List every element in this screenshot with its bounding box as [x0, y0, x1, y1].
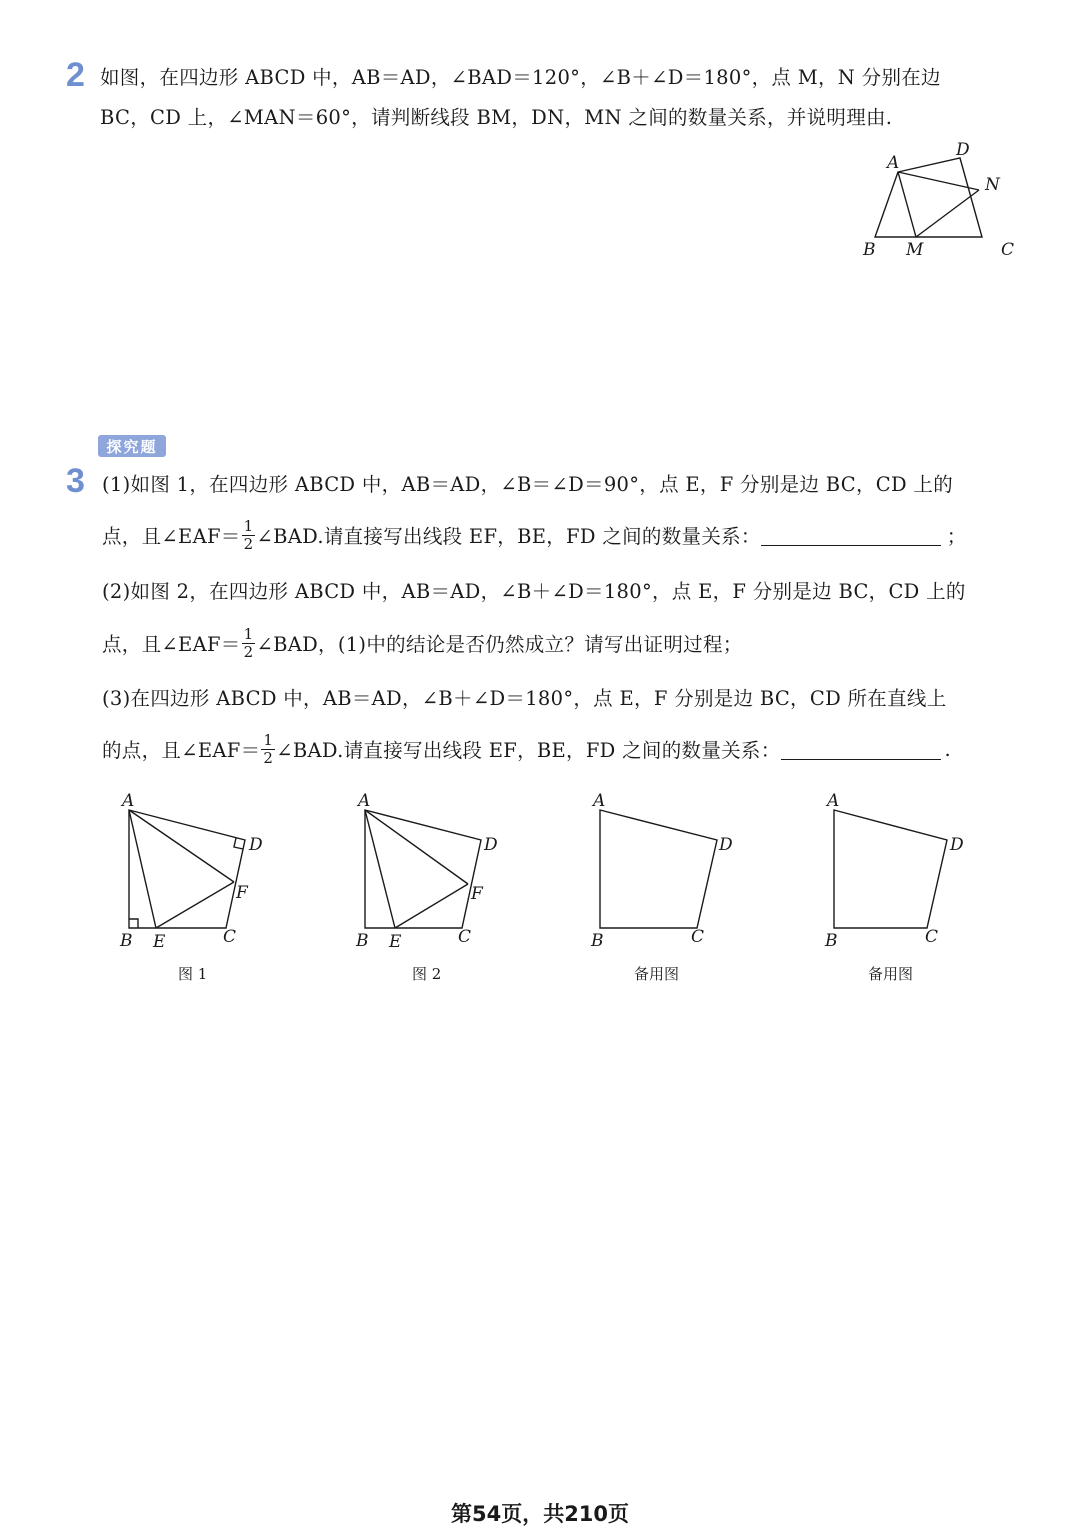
point-label: D [956, 140, 970, 160]
fraction-denominator: 2 [263, 748, 274, 767]
point-label: C [458, 927, 472, 947]
point-label: D [950, 835, 964, 855]
point-label: A [593, 791, 606, 811]
point-label: B [863, 240, 876, 260]
point-label: A [122, 791, 135, 811]
point-label: B [591, 931, 604, 951]
point-label: B [356, 931, 369, 951]
point-label: E [153, 932, 166, 952]
text-segment: ∠BAD，(1)中的结论是否仍然成立？请写出证明过程； [256, 633, 743, 656]
answer-blank[interactable] [761, 525, 941, 546]
question-text-line: (3)在四边形 ABCD 中，AB＝AD，∠B＋∠D＝180°，点 E，F 分别是边 BC，CD 所在直线上 [102, 687, 947, 710]
question-text-line [102, 512, 967, 558]
point-label: C [925, 927, 939, 947]
section-badge: 探究题 [98, 435, 166, 457]
fraction-numerator: 1 [243, 516, 254, 535]
figure-caption: 图 2 [412, 965, 442, 983]
text-segment: ∠BAD.请直接写出线段 EF，BE，FD 之间的数量关系： [276, 739, 781, 762]
point-label: N [985, 175, 1000, 195]
text-segment: 的点，且∠EAF＝ [102, 739, 261, 762]
point-label: C [691, 927, 705, 947]
point-label: D [484, 835, 498, 855]
answer-blank[interactable] [781, 739, 941, 760]
spare-figure [814, 788, 984, 958]
point-label: C [223, 927, 237, 947]
fraction-denominator: 2 [243, 534, 254, 553]
point-label: D [249, 835, 263, 855]
point-label: M [906, 240, 924, 260]
question-text-line [102, 726, 951, 772]
figure-1 [110, 788, 280, 958]
question-text-line: BC，CD 上，∠MAN＝60°，请判断线段 BM，DN，MN 之间的数量关系，并说明理由. [100, 106, 893, 129]
question-number: 2 [66, 56, 85, 94]
fraction-numerator: 1 [243, 624, 254, 643]
text-segment: ； [946, 525, 967, 548]
fraction-numerator: 1 [263, 730, 274, 749]
fraction [242, 626, 256, 661]
fraction [261, 732, 275, 767]
fraction [242, 518, 256, 553]
text-segment: . [944, 737, 952, 761]
spare-figure [580, 788, 750, 958]
text-segment: 点，且∠EAF＝ [102, 633, 241, 656]
point-label: F [471, 884, 483, 904]
fraction-denominator: 2 [243, 642, 254, 661]
figure-caption: 备用图 [868, 965, 914, 983]
point-label: B [825, 931, 838, 951]
question-text-line: 如图，在四边形 ABCD 中，AB＝AD，∠BAD＝120°，∠B＋∠D＝180°，点 M，N 分别在边 [100, 66, 941, 89]
point-label: A [358, 791, 371, 811]
text-segment: 点，且∠EAF＝ [102, 525, 241, 548]
point-label: A [887, 153, 900, 173]
point-label: D [719, 835, 733, 855]
point-label: C [1001, 240, 1015, 260]
figure-caption: 备用图 [634, 965, 680, 983]
page-footer: 第54页，共210页 [450, 1502, 630, 1526]
q2-figure [855, 140, 1035, 265]
question-text-line [102, 620, 743, 666]
point-label: E [389, 932, 402, 952]
point-label: A [827, 791, 840, 811]
point-label: F [236, 883, 248, 903]
text-segment: ∠BAD.请直接写出线段 EF，BE，FD 之间的数量关系： [256, 525, 761, 548]
question-text-line: (2)如图 2，在四边形 ABCD 中，AB＝AD，∠B＋∠D＝180°，点 E，F 分别是边 BC，CD 上的 [102, 580, 966, 603]
question-number: 3 [66, 462, 85, 500]
figure-2 [345, 788, 515, 958]
point-label: B [120, 931, 133, 951]
figure-caption: 图 1 [178, 965, 208, 983]
question-text-line: (1)如图 1，在四边形 ABCD 中，AB＝AD，∠B＝∠D＝90°，点 E，F 分别是边 BC，CD 上的 [102, 473, 954, 496]
